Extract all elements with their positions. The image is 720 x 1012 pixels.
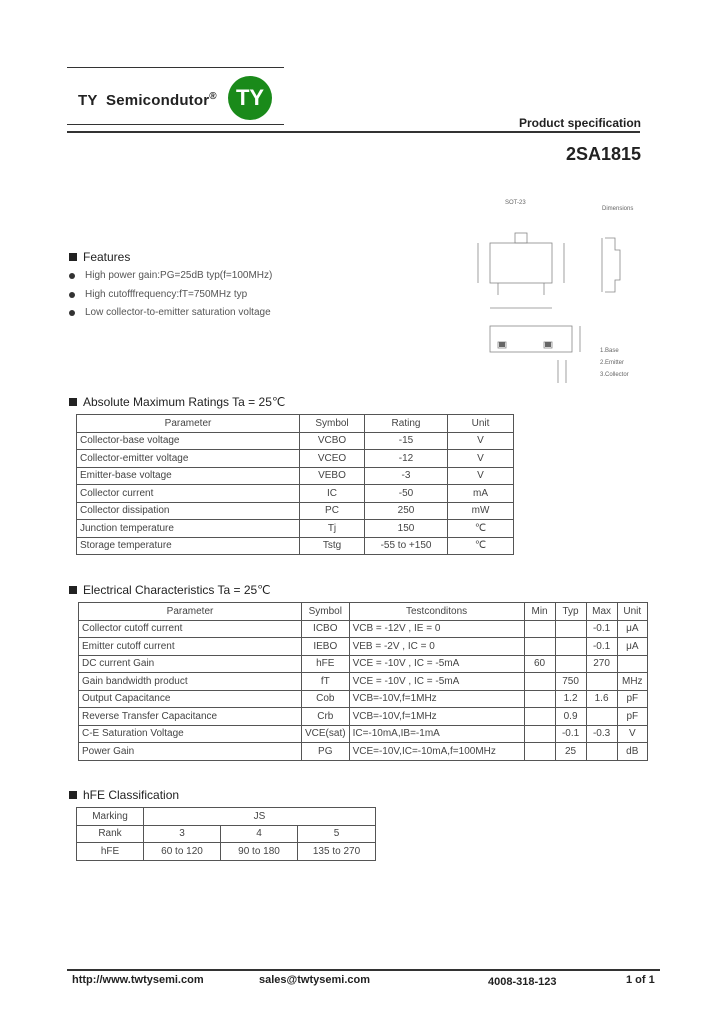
feature-item: [69, 289, 247, 300]
cell: ICBO: [302, 620, 350, 638]
cell: 4: [221, 825, 298, 843]
cell: Reverse Transfer Capacitance: [79, 708, 302, 726]
cell: MHz: [617, 673, 647, 691]
cell: DC current Gain: [79, 655, 302, 673]
table-row: [77, 537, 514, 555]
elec-table: [78, 602, 648, 761]
table-row: [79, 690, 648, 708]
cell: 5: [298, 825, 376, 843]
cell: VCE = -10V , IC = -5mA: [349, 655, 524, 673]
feature-text: Low collector-to-emitter saturation voltage: [85, 307, 271, 318]
header-top-rule: [67, 67, 284, 68]
section-bullet-icon: [69, 253, 77, 261]
header-cell: Symbol: [302, 603, 350, 621]
cell: VEB = -2V , IC = 0: [349, 638, 524, 656]
feature-item: [69, 307, 271, 318]
cell: pF: [617, 708, 647, 726]
cell: [524, 673, 555, 691]
cell: IEBO: [302, 638, 350, 656]
cell: VCB=-10V,f=1MHz: [349, 690, 524, 708]
cell: [586, 743, 617, 761]
cell: Cob: [302, 690, 350, 708]
cell: [524, 743, 555, 761]
pin-legend-1: 1.Base: [600, 348, 619, 354]
pin-legend-3: 3.Collector: [600, 372, 629, 378]
cell: hFE: [302, 655, 350, 673]
header-cell: Testconditons: [349, 603, 524, 621]
cell: fT: [302, 673, 350, 691]
bullet-icon: [69, 310, 75, 316]
cell: [524, 708, 555, 726]
cell: [524, 620, 555, 638]
cell: PC: [300, 502, 365, 520]
footer-page: 1 of 1: [626, 974, 655, 986]
registered-mark: ®: [209, 91, 217, 102]
cell: pF: [617, 690, 647, 708]
cell: [524, 690, 555, 708]
cell: 60: [524, 655, 555, 673]
table-header-row: [77, 415, 514, 433]
cell: -3: [365, 467, 448, 485]
cell: [555, 620, 586, 638]
cell: VCEO: [300, 450, 365, 468]
cell: IC=-10mA,IB=-1mA: [349, 725, 524, 743]
cell: PG: [302, 743, 350, 761]
cell: Collector dissipation: [77, 502, 300, 520]
cell: 1.2: [555, 690, 586, 708]
cell: [617, 655, 647, 673]
cell: Gain bandwidth product: [79, 673, 302, 691]
cell: VCE = -10V , IC = -5mA: [349, 673, 524, 691]
pin-legend-2: 2.Emitter: [600, 360, 625, 366]
hfe-title: [69, 788, 179, 802]
logo-text: TY: [235, 85, 265, 110]
table-row: [77, 432, 514, 450]
cell: -0.1: [586, 620, 617, 638]
package-label: SOT-23: [505, 200, 526, 206]
hfe-label: hFE: [77, 843, 144, 861]
cell: -0.1: [586, 638, 617, 656]
cell: VCB=-10V,f=1MHz: [349, 708, 524, 726]
table-header-row: [79, 603, 648, 621]
feature-text: High cutofffrequency:fT=750MHz typ: [85, 289, 248, 300]
marking-value: JS: [144, 808, 376, 826]
table-row: [79, 743, 648, 761]
bullet-icon: [69, 292, 75, 298]
table-row: [77, 843, 376, 861]
elec-title: [69, 583, 271, 597]
table-row: [79, 655, 648, 673]
cell: Collector-emitter voltage: [77, 450, 300, 468]
cell: -55 to +150: [365, 537, 448, 555]
cell: Collector current: [77, 485, 300, 503]
table-row: [79, 725, 648, 743]
bullet-icon: [69, 273, 75, 279]
cell: mA: [448, 485, 514, 503]
cell: 750: [555, 673, 586, 691]
cell: -0.3: [586, 725, 617, 743]
cell: Crb: [302, 708, 350, 726]
header-cell: Unit: [617, 603, 647, 621]
cell: 250: [365, 502, 448, 520]
table-row: [79, 708, 648, 726]
cell: ℃: [448, 537, 514, 555]
header-bottom-rule: [67, 124, 284, 125]
cell: Emitter cutoff current: [79, 638, 302, 656]
cell: 25: [555, 743, 586, 761]
cell: ℃: [448, 520, 514, 538]
header-cell: Rating: [365, 415, 448, 433]
table-row: [77, 467, 514, 485]
cell: Tstg: [300, 537, 365, 555]
table-row: [79, 673, 648, 691]
cell: Power Gain: [79, 743, 302, 761]
hfe-table: [76, 807, 376, 861]
cell: C-E Saturation Voltage: [79, 725, 302, 743]
header-cell: Symbol: [300, 415, 365, 433]
cell: Collector cutoff current: [79, 620, 302, 638]
header-cell: Min: [524, 603, 555, 621]
marking-label: Marking: [77, 808, 144, 826]
cell: Tj: [300, 520, 365, 538]
table-row: [77, 520, 514, 538]
cell: [586, 673, 617, 691]
cell: -15: [365, 432, 448, 450]
rank-label: Rank: [77, 825, 144, 843]
section-bullet-icon: [69, 791, 77, 799]
elec-title-text: Electrical Characteristics Ta = 25℃: [83, 583, 271, 597]
cell: Storage temperature: [77, 537, 300, 555]
cell: Output Capacitance: [79, 690, 302, 708]
cell: V: [448, 432, 514, 450]
cell: 3: [144, 825, 221, 843]
section-bullet-icon: [69, 586, 77, 594]
footer-email[interactable]: sales@twtysemi.com: [259, 974, 370, 986]
footer-rule: [67, 969, 660, 971]
cell: [524, 725, 555, 743]
feature-item: [69, 270, 272, 281]
cell: [555, 655, 586, 673]
cell: μA: [617, 638, 647, 656]
cell: 135 to 270: [298, 843, 376, 861]
package-drawing: [470, 198, 645, 383]
hfe-title-text: hFE Classification: [83, 788, 180, 802]
header-cell: Max: [586, 603, 617, 621]
features-title-text: Features: [83, 250, 131, 264]
table-row: [77, 450, 514, 468]
cell: IC: [300, 485, 365, 503]
header-divider: [67, 131, 640, 133]
header-cell: Parameter: [79, 603, 302, 621]
header-cell: Parameter: [77, 415, 300, 433]
abs-max-table: [76, 414, 514, 555]
sot23-outline-drawing: [470, 198, 645, 383]
cell: -0.1: [555, 725, 586, 743]
header-cell: Typ: [555, 603, 586, 621]
cell: Junction temperature: [77, 520, 300, 538]
cell: [586, 708, 617, 726]
package-note: Dimensions: [602, 206, 634, 212]
brand-text: TY Semicondutor: [78, 92, 210, 109]
cell: dB: [617, 743, 647, 761]
cell: 150: [365, 520, 448, 538]
features-title: [69, 250, 130, 264]
abs-max-title-text: Absolute Maximum Ratings Ta = 25℃: [83, 395, 286, 409]
footer-phone: 4008-318-123: [488, 976, 557, 988]
table-row: [77, 485, 514, 503]
cell: VCBO: [300, 432, 365, 450]
cell: 60 to 120: [144, 843, 221, 861]
cell: -50: [365, 485, 448, 503]
cell: VCE=-10V,IC=-10mA,f=100MHz: [349, 743, 524, 761]
cell: Collector-base voltage: [77, 432, 300, 450]
doc-type: Product specification: [518, 116, 641, 130]
table-row: [77, 825, 376, 843]
cell: VCE(sat): [302, 725, 350, 743]
footer-website[interactable]: http://www.twtysemi.com: [72, 974, 204, 986]
header-cell: Unit: [448, 415, 514, 433]
table-row: [79, 620, 648, 638]
brand-name: [78, 91, 217, 109]
table-row: [77, 808, 376, 826]
cell: VCB = -12V , IE = 0: [349, 620, 524, 638]
part-number: 2SA1815: [565, 144, 641, 164]
cell: [555, 638, 586, 656]
cell: [524, 638, 555, 656]
table-row: [77, 502, 514, 520]
cell: V: [448, 450, 514, 468]
feature-text: High power gain:PG=25dB typ(f=100MHz): [85, 270, 273, 281]
table-row: [79, 638, 648, 656]
cell: mW: [448, 502, 514, 520]
section-bullet-icon: [69, 398, 77, 406]
cell: 90 to 180: [221, 843, 298, 861]
ty-logo: [228, 76, 272, 120]
cell: VEBO: [300, 467, 365, 485]
cell: μA: [617, 620, 647, 638]
cell: V: [617, 725, 647, 743]
cell: 270: [586, 655, 617, 673]
cell: 1.6: [586, 690, 617, 708]
cell: Emitter-base voltage: [77, 467, 300, 485]
cell: V: [448, 467, 514, 485]
cell: 0.9: [555, 708, 586, 726]
abs-max-title: [69, 395, 285, 409]
cell: -12: [365, 450, 448, 468]
